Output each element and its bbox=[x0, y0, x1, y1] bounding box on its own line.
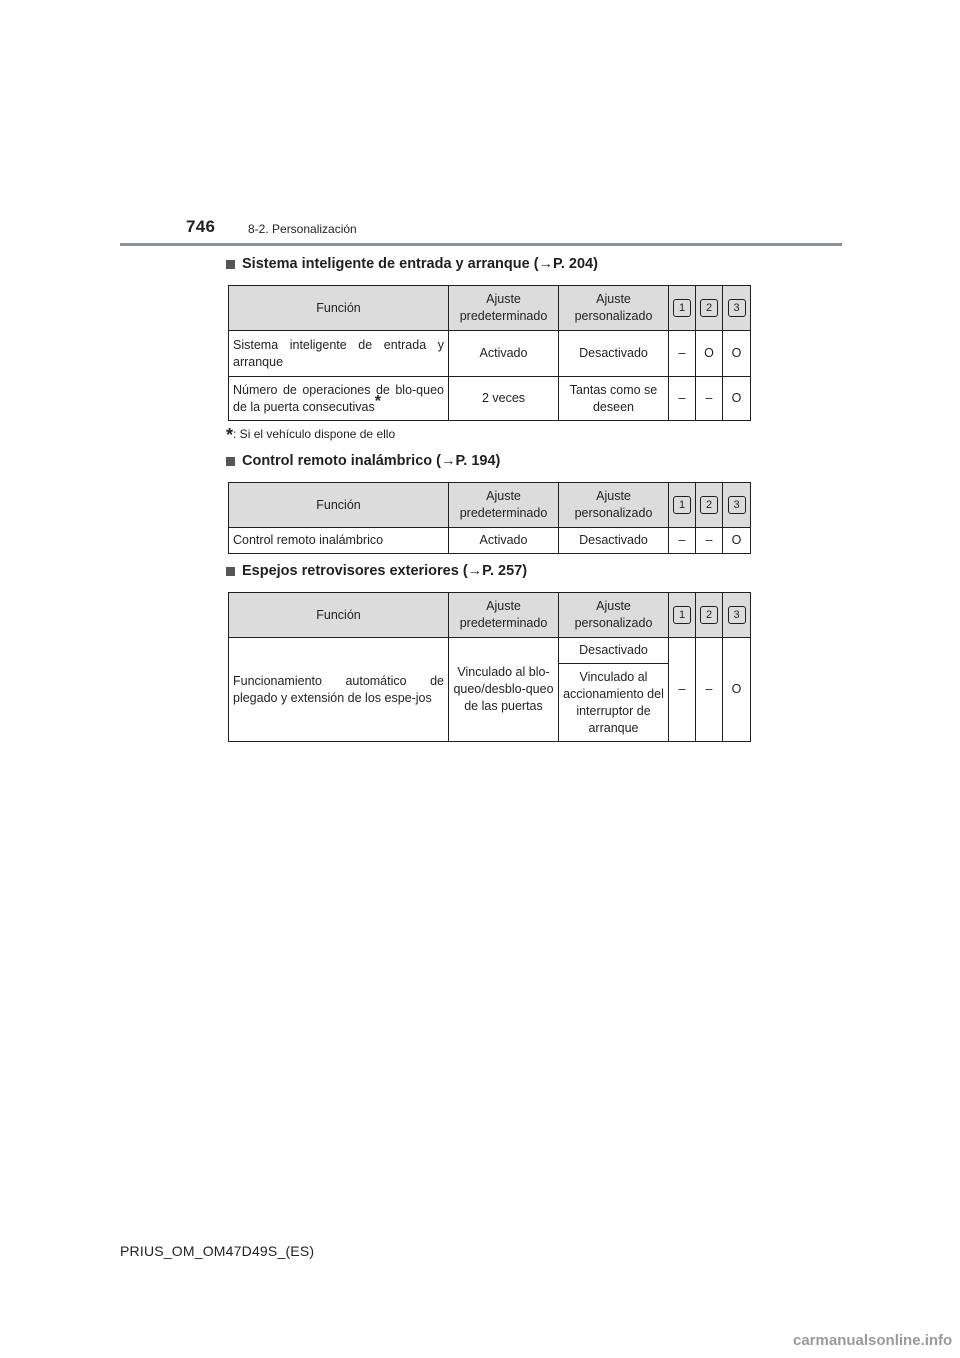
cell-c3: O bbox=[723, 331, 751, 377]
table-header-row bbox=[229, 483, 751, 528]
footnote-mark: * bbox=[226, 425, 234, 445]
table-row bbox=[229, 377, 751, 421]
cell-c1: – bbox=[669, 638, 696, 742]
cell-custom-b: Vinculado al accionamiento del interruptor de arranque bbox=[559, 664, 669, 742]
cell-c1: – bbox=[669, 528, 696, 554]
table-header-row bbox=[229, 286, 751, 331]
number-2-icon: 2 bbox=[700, 606, 718, 624]
heading-text: Espejos retrovisores exteriores (→P. 257) bbox=[242, 563, 528, 579]
cell-c2: – bbox=[696, 377, 723, 421]
square-bullet-icon bbox=[226, 457, 235, 466]
col-function: Función bbox=[229, 593, 449, 638]
number-2-icon: 2 bbox=[700, 299, 718, 317]
cell-c2: O bbox=[696, 331, 723, 377]
col-custom: Ajuste personalizado bbox=[559, 483, 669, 528]
cell-custom-a: Desactivado bbox=[559, 638, 669, 664]
number-3-icon: 3 bbox=[728, 496, 746, 514]
page-number: 746 bbox=[186, 217, 216, 236]
cell-custom: Desactivado bbox=[559, 331, 669, 377]
cell-function: Número de operaciones de blo-queo de la puerta consecutivas* bbox=[229, 377, 449, 421]
cell-c3: O bbox=[723, 528, 751, 554]
number-2-icon: 2 bbox=[700, 496, 718, 514]
header-rule bbox=[120, 243, 842, 246]
cell-default: 2 veces bbox=[449, 377, 559, 421]
square-bullet-icon bbox=[226, 260, 235, 269]
cell-c1: – bbox=[669, 377, 696, 421]
footnote-star: * bbox=[374, 392, 381, 410]
table-row bbox=[229, 528, 751, 554]
cell-c1: – bbox=[669, 331, 696, 377]
heading-text: Sistema inteligente de entrada y arranque (→P. 204) bbox=[242, 256, 598, 272]
number-3-icon: 3 bbox=[728, 606, 746, 624]
cell-c2: – bbox=[696, 638, 723, 742]
table-row bbox=[229, 331, 751, 377]
cell-default: Vinculado al blo-queo/desblo-queo de las puertas bbox=[449, 638, 559, 742]
heading-remote bbox=[226, 453, 500, 469]
heading-mirrors bbox=[226, 563, 527, 579]
table-row bbox=[229, 638, 751, 664]
heading-smart-key bbox=[226, 256, 598, 272]
number-1-icon: 1 bbox=[673, 496, 691, 514]
col-default: Ajuste predeterminado bbox=[449, 286, 559, 331]
col-function: Función bbox=[229, 483, 449, 528]
section-title: 8-2. Personalización bbox=[248, 222, 357, 236]
document-code: PRIUS_OM_OM47D49S_(ES) bbox=[120, 1243, 315, 1259]
col-default: Ajuste predeterminado bbox=[449, 593, 559, 638]
cell-function: Control remoto inalámbrico bbox=[229, 528, 449, 554]
cell-default: Activado bbox=[449, 528, 559, 554]
col-custom: Ajuste personalizado bbox=[559, 286, 669, 331]
table-remote bbox=[228, 482, 751, 554]
cell-function: Sistema inteligente de entrada y arranque bbox=[229, 331, 449, 377]
table-mirrors bbox=[228, 592, 751, 742]
cell-function: Funcionamiento automático de plegado y extensión de los espe-jos bbox=[229, 638, 449, 742]
table-header-row bbox=[229, 593, 751, 638]
footnote-text: : Si el vehículo dispone de ello bbox=[233, 427, 396, 441]
cell-c3: O bbox=[723, 377, 751, 421]
heading-text: Control remoto inalámbrico (→P. 194) bbox=[242, 453, 501, 469]
number-1-icon: 1 bbox=[673, 606, 691, 624]
cell-custom: Desactivado bbox=[559, 528, 669, 554]
cell-default: Activado bbox=[449, 331, 559, 377]
number-3-icon: 3 bbox=[728, 299, 746, 317]
footnote bbox=[226, 425, 395, 446]
cell-c2: – bbox=[696, 528, 723, 554]
col-function: Función bbox=[229, 286, 449, 331]
cell-c3: O bbox=[723, 638, 751, 742]
col-default: Ajuste predeterminado bbox=[449, 483, 559, 528]
table-smart-key bbox=[228, 285, 751, 421]
number-1-icon: 1 bbox=[673, 299, 691, 317]
watermark: carmanualsonline.info bbox=[793, 1332, 953, 1349]
square-bullet-icon bbox=[226, 567, 235, 576]
col-custom: Ajuste personalizado bbox=[559, 593, 669, 638]
cell-custom: Tantas como se deseen bbox=[559, 377, 669, 421]
